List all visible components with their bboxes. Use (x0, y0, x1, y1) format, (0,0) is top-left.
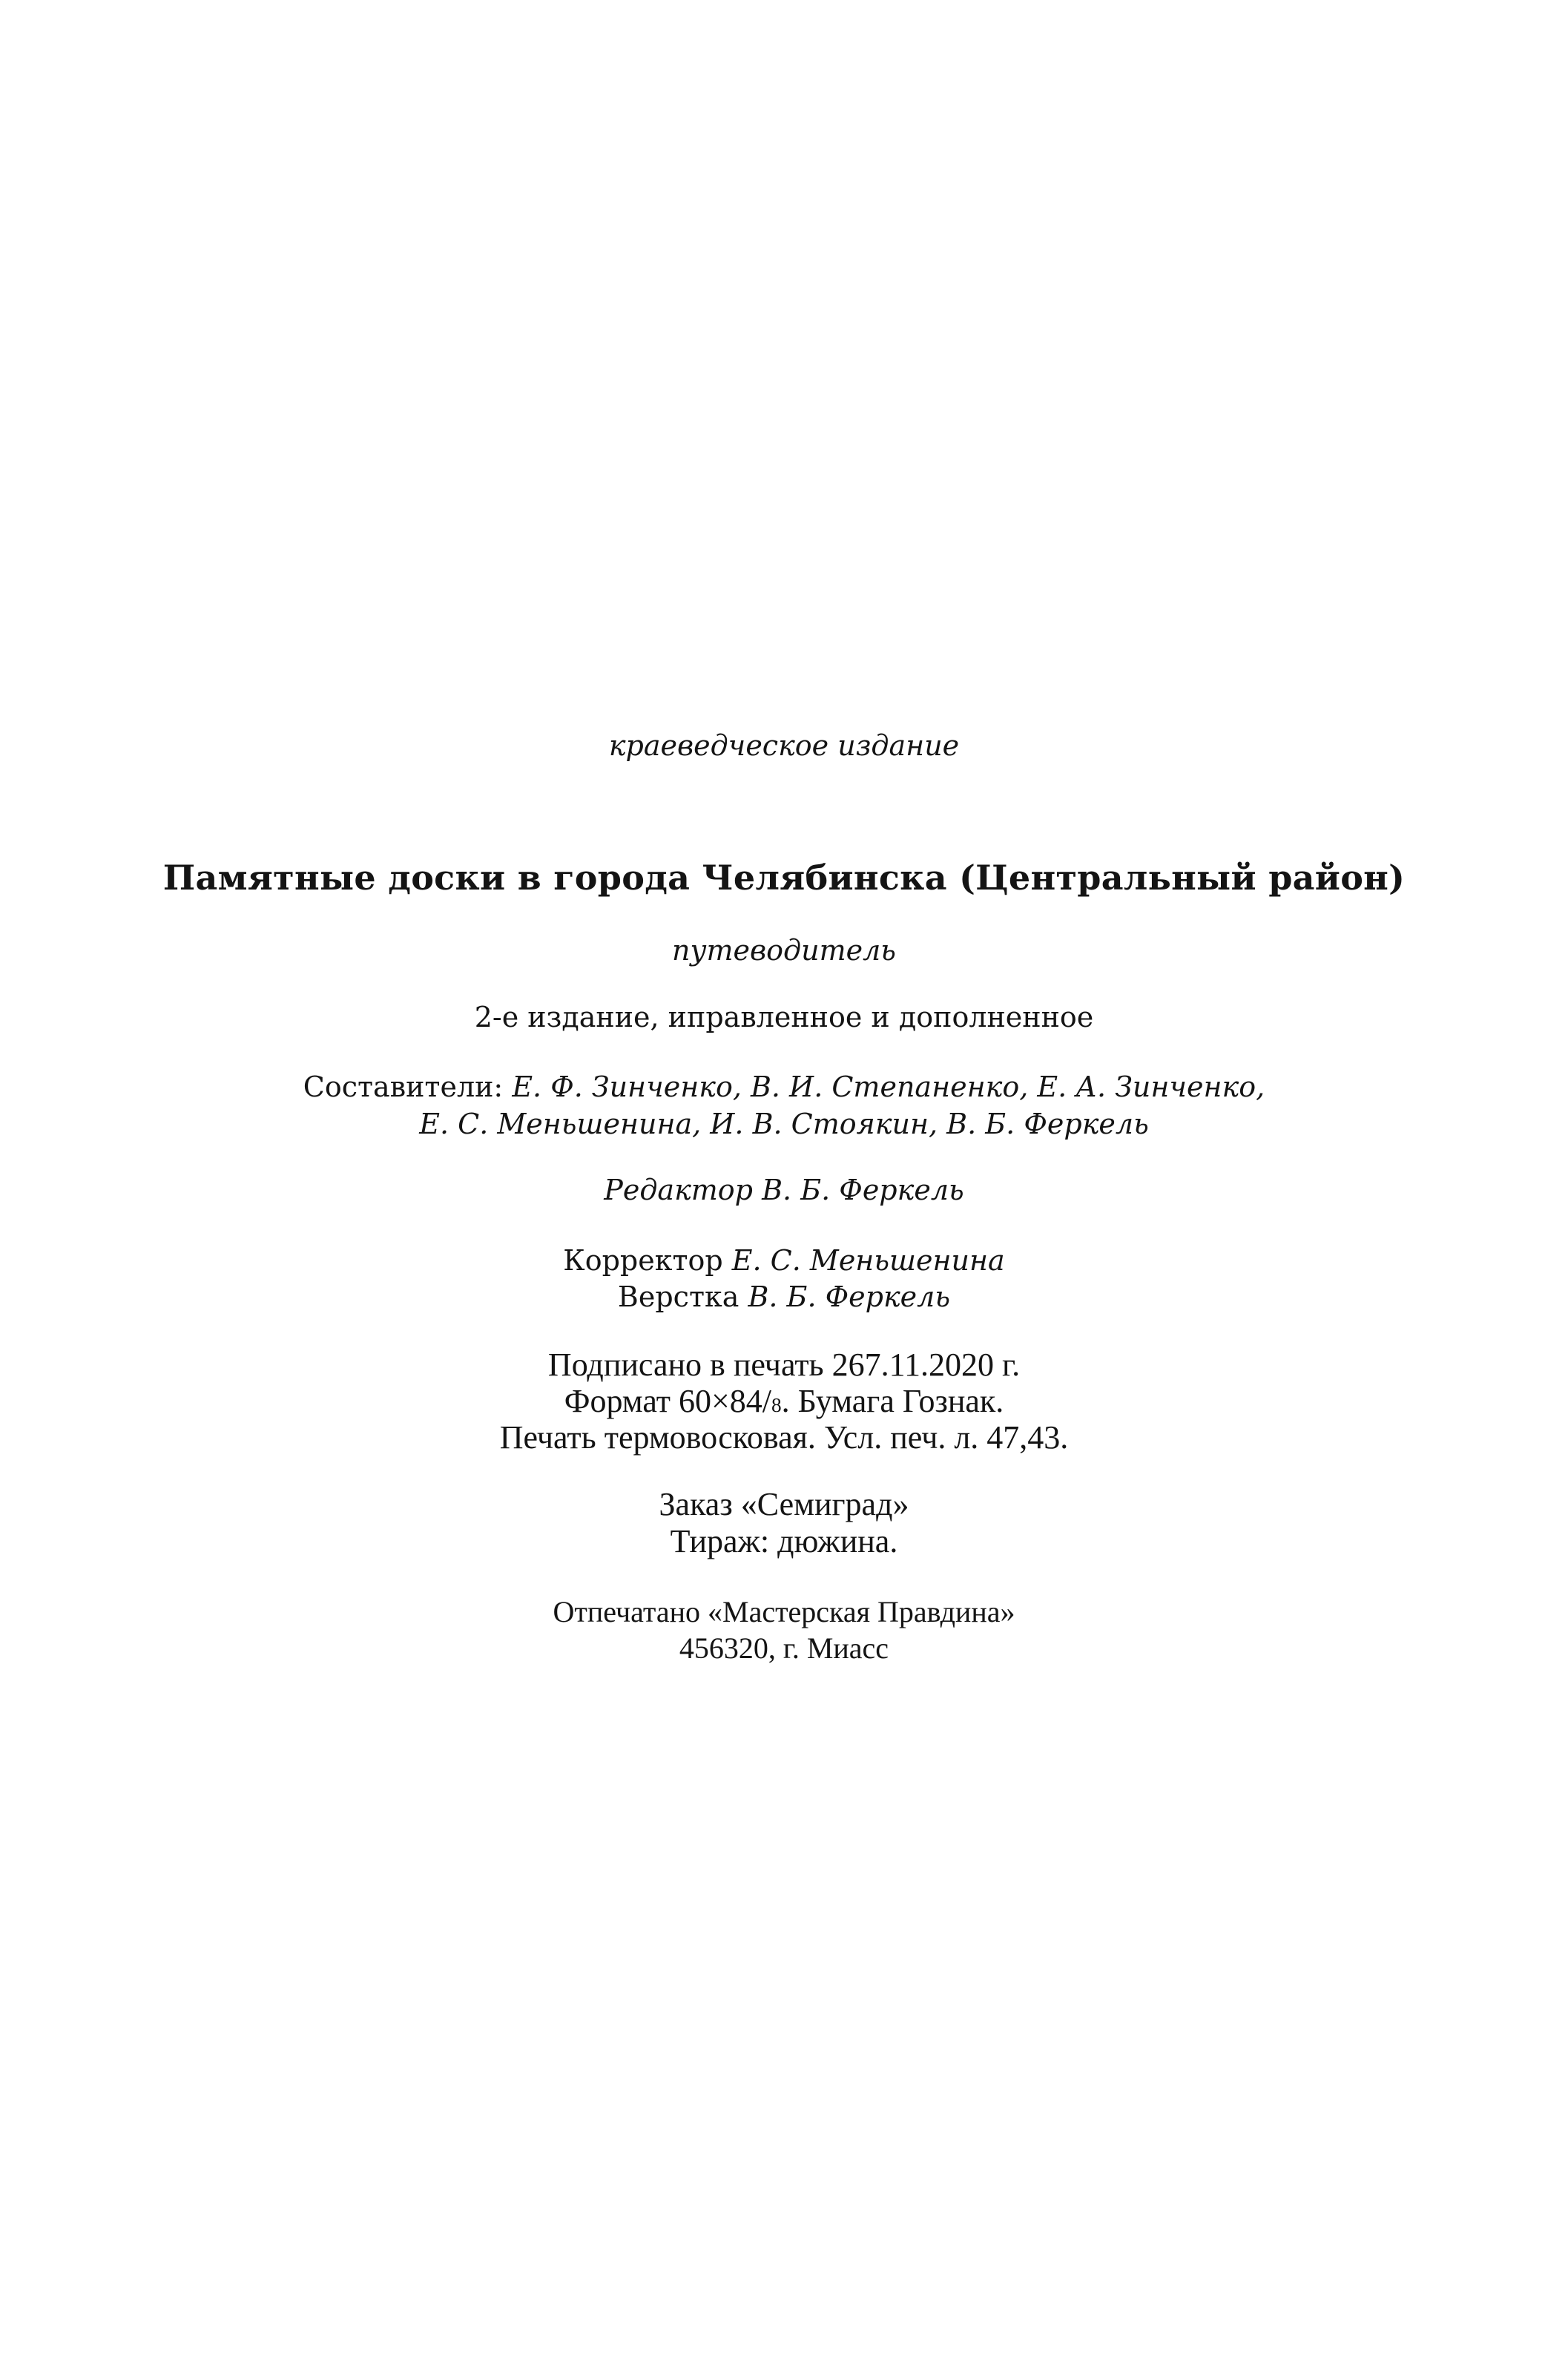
printed-by-line (0, 1597, 1568, 1627)
format-fraction: 8 (771, 1394, 782, 1416)
genre-line (0, 731, 1568, 760)
editor-label: Редактор (604, 1174, 754, 1206)
compilers-line-1 (0, 1073, 1568, 1101)
genre-text: краеведческое издание (608, 729, 960, 762)
book-title-text: Памятные доски в города Челябинска (Центральный район) (162, 858, 1406, 898)
print-run-line (0, 1525, 1568, 1558)
editor-name: В. Б. Феркель (762, 1174, 964, 1206)
book-title (0, 858, 1568, 898)
corrector-line (0, 1246, 1568, 1275)
editor-line (0, 1176, 1568, 1204)
print-run-text: Тираж: дюжина. (670, 1523, 898, 1559)
book-type-text: путеводитель (672, 934, 896, 967)
signed-text: Подписано в печать 267.11.2020 г. (547, 1347, 1021, 1383)
layout-name: В. Б. Феркель (748, 1280, 951, 1313)
layout-label: Верстка (617, 1280, 739, 1313)
print-info-text: Печать термовосковая. Усл. печ. л. 47,43. (499, 1419, 1069, 1456)
compilers-names-1: Е. Ф. Зинченко, В. И. Степаненко, Е. А. Зинченко, (512, 1071, 1265, 1103)
compilers-names-2: Е. С. Меньшенина, И. В. Стоякин, В. Б. Феркель (419, 1108, 1149, 1140)
address-text: 456320, г. Миасс (679, 1631, 889, 1665)
print-info-line (0, 1421, 1568, 1454)
book-type-line (0, 934, 1568, 967)
order-text: Заказ «Семиград» (659, 1486, 909, 1522)
printed-by-text: Отпечатано «Мастерская Правдина» (553, 1595, 1015, 1628)
format-prefix: Формат 60×84/ (564, 1383, 771, 1419)
signed-line (0, 1349, 1568, 1381)
corrector-label: Корректор (563, 1244, 723, 1277)
format-suffix: . Бумага Гознак. (781, 1383, 1004, 1419)
order-line (0, 1488, 1568, 1521)
address-line (0, 1631, 1568, 1665)
compilers-line-2 (0, 1110, 1568, 1138)
format-line (0, 1385, 1568, 1418)
compilers-label: Составители: (303, 1071, 504, 1103)
layout-line (0, 1280, 1568, 1313)
edition-line (0, 1003, 1568, 1031)
edition-text: 2-е издание, иправленное и дополненное (474, 1001, 1094, 1033)
corrector-name: Е. С. Меньшенина (731, 1244, 1005, 1277)
